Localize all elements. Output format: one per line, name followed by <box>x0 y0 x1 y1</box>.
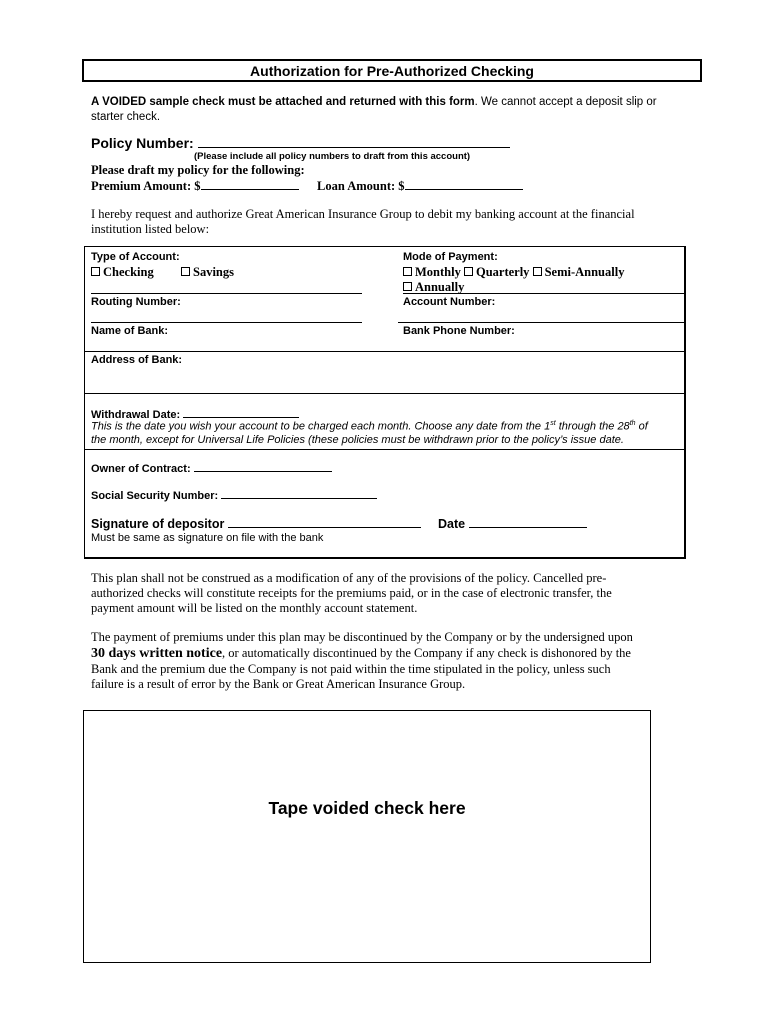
savings-checkbox[interactable] <box>181 267 190 276</box>
divider <box>84 449 686 450</box>
account-number-field[interactable] <box>398 322 685 323</box>
checking-checkbox[interactable] <box>91 267 100 276</box>
routing-number-field[interactable] <box>91 322 362 323</box>
ssn <box>91 488 377 502</box>
intro-normal: . We cannot accept a deposit slip or <box>474 96 657 108</box>
name-of-bank-label: Name of Bank: <box>91 325 169 337</box>
paragraph2-line2 <box>91 645 631 662</box>
paragraph1-line3: payment amount will be listed on the monthly account statement. <box>91 601 418 615</box>
paragraph2-line2-rest: , or automatically discontinued by the Company if any check is dishonored by the <box>222 646 631 660</box>
loan-amount <box>317 178 523 195</box>
intro-line2: starter check. <box>91 111 161 123</box>
owner-of-contract <box>91 461 332 475</box>
request-line2: institution listed below: <box>91 222 210 236</box>
checking-option[interactable] <box>91 265 154 280</box>
withdrawal-date <box>91 407 299 421</box>
policy-colon: : <box>189 135 194 151</box>
withdrawal-note-line2: the month, except for Universal Life Policies (these policies must be withdrawn prior to the policy’s issue date. <box>91 434 624 446</box>
annually-label: Annually <box>415 280 465 294</box>
policy-number-field[interactable] <box>198 136 510 148</box>
owner-of-contract-label: Owner of Contract: <box>91 463 191 475</box>
tape-check-label: Tape voided check here <box>268 798 466 818</box>
withdrawal-note <box>91 420 648 433</box>
draft-text: Please draft my policy for the following: <box>91 163 305 177</box>
signature <box>91 516 421 531</box>
monthly-checkbox[interactable] <box>403 267 412 276</box>
ssn-label: Social Security Number: <box>91 490 219 502</box>
type-of-account-label: Type of Account: <box>91 251 180 263</box>
semi-annually-checkbox[interactable] <box>533 267 542 276</box>
premium-label: Premium Amount: $ <box>91 179 201 193</box>
owner-of-contract-field[interactable] <box>194 461 332 472</box>
policy-number-label <box>91 135 510 151</box>
withdrawal-date-field[interactable] <box>183 407 299 418</box>
intro-text <box>91 95 701 110</box>
ssn-field[interactable] <box>221 488 377 499</box>
signature-label: Signature of depositor <box>91 517 225 531</box>
loan-label: Loan Amount: $ <box>317 179 405 193</box>
premium-amount-field[interactable] <box>201 178 299 190</box>
semi-annually-label: Semi-Annually <box>544 265 625 279</box>
superscript-th: th <box>629 420 636 427</box>
loan-amount-field[interactable] <box>405 178 523 190</box>
mode-of-payment-label: Mode of Payment: <box>403 251 498 263</box>
paragraph2-line3: Bank and the premium due the Company is not paid within the time stipulated in the policy, unless such <box>91 662 611 676</box>
withdrawal-note-c: of <box>635 420 648 433</box>
page-title: Authorization for Pre-Authorized Checking <box>82 59 702 82</box>
policy-label-text: Policy Number <box>91 135 190 151</box>
premium-amount <box>91 178 299 195</box>
paragraph1-line1: This plan shall not be construed as a modification of any of the provisions of the policy. Cancelled pre- <box>91 571 607 585</box>
date-field[interactable] <box>469 516 587 528</box>
payment-mode-options <box>403 265 624 280</box>
savings-option[interactable] <box>181 265 234 280</box>
divider <box>403 293 685 294</box>
request-line1: I hereby request and authorize Great American Insurance Group to debit my banking account at the financial <box>91 207 635 221</box>
bank-phone-label: Bank Phone Number: <box>403 325 515 337</box>
annually-checkbox[interactable] <box>403 282 412 291</box>
signature-note: Must be same as signature on file with the bank <box>91 532 324 544</box>
withdrawal-date-label: Withdrawal Date: <box>91 409 181 421</box>
withdrawal-note-b: through the 28 <box>555 420 630 433</box>
date <box>438 516 587 531</box>
date-label: Date <box>438 517 466 531</box>
voided-check-area <box>83 710 651 963</box>
divider <box>91 293 362 294</box>
quarterly-checkbox[interactable] <box>464 267 473 276</box>
account-number-label: Account Number: <box>403 296 496 308</box>
withdrawal-note-a: This is the date you wish your account to be charged each month. Choose any date from the 1 <box>91 420 551 433</box>
intro-bold: A VOIDED sample check must be attached and returned with this form <box>91 96 475 108</box>
superscript-st: st <box>550 420 556 427</box>
paragraph2-line4: failure is a result of error by the Bank or Great American Insurance Group. <box>91 677 466 691</box>
policy-note: (Please include all policy numbers to draft from this account) <box>194 151 471 162</box>
signature-field[interactable] <box>228 516 421 528</box>
monthly-label: Monthly <box>415 265 461 279</box>
quarterly-label: Quarterly <box>475 265 530 279</box>
divider <box>84 351 686 352</box>
savings-label: Savings <box>193 265 234 279</box>
paragraph2-bold: 30 days written notice <box>91 646 223 661</box>
address-of-bank-label: Address of Bank: <box>91 354 183 366</box>
routing-number-label: Routing Number: <box>91 296 181 308</box>
checking-label: Checking <box>103 265 154 279</box>
paragraph1-line2: authorized checks will constitute receipts for the premiums paid, or in the case of electronic transfer, the <box>91 586 612 600</box>
address-of-bank-field[interactable] <box>84 393 686 394</box>
paragraph2-line1: The payment of premiums under this plan may be discontinued by the Company or by the undersigned upon <box>91 630 633 644</box>
